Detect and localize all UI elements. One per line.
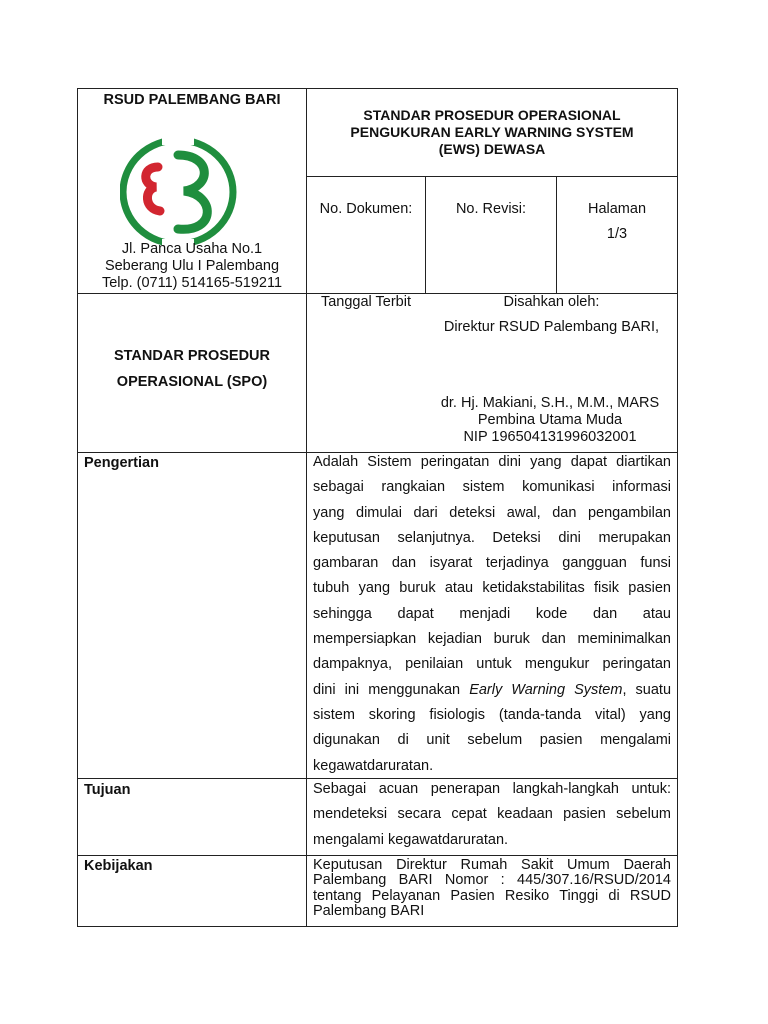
pengertian-line: sebagai rangkaian sistem komunikasi informasi <box>313 479 671 496</box>
kebijakan-line: Palembang BARI Nomor : 445/307.16/RSUD/2014 <box>313 872 671 889</box>
logo-red-left <box>146 167 160 211</box>
border-right <box>677 88 678 927</box>
border-tujuan-bottom <box>77 855 678 856</box>
revision-number-label: No. Revisi: <box>455 201 527 217</box>
title-line-1: STANDAR PROSEDUR OPERASIONAL <box>363 107 621 123</box>
document-title <box>307 107 677 158</box>
spo-line-2: OPERASIONAL (SPO) <box>116 374 268 390</box>
pengertian-line: keputusan selanjutnya. Deteksi dini merupakan <box>313 529 671 546</box>
approver-title: Direktur RSUD Palembang BARI, <box>443 319 660 335</box>
pengertian-line: dampaknya, penilaian untuk mengukur peringatan <box>313 656 671 673</box>
tujuan-label: Tujuan <box>84 782 131 798</box>
logo-green-b <box>178 155 207 229</box>
approver-name: dr. Hj. Makiani, S.H., M.M., MARS <box>440 395 660 411</box>
approver-nip: NIP 196504131996032001 <box>463 429 637 445</box>
pengertian-line: yang dimulai dari deteksi awal, dan pengambilan <box>313 504 671 521</box>
pengertian-line10-after: , suatu <box>622 681 672 698</box>
pengertian-line: mempersiapkan kejadian buruk dan meminimalkan <box>313 631 671 648</box>
issue-date-label: Tanggal Terbit <box>320 294 412 310</box>
kebijakan-line: tentang Pelayanan Pasien Resiko Tinggi di RSUD <box>313 887 671 904</box>
hospital-name: RSUD PALEMBANG BARI <box>103 92 281 108</box>
pengertian-line: sehingga dapat menjadi kode dan atau <box>313 605 671 622</box>
pengertian-text <box>313 450 671 779</box>
pengertian-line10-before: dini ini menggunakan <box>313 681 470 698</box>
address-line-3: Telp. (0711) 514165-519211 <box>101 275 283 291</box>
kebijakan-text <box>313 858 671 919</box>
page-value: 1/3 <box>606 226 628 242</box>
pengertian-line: sistem skoring fisiologis (tanda-tanda vital) yang <box>313 706 671 723</box>
title-line-3: (EWS) DEWASA <box>438 141 546 157</box>
hospital-logo <box>120 137 238 247</box>
tujuan-line: mendeteksi secara cepat keadaan pasien sebelum <box>313 806 671 823</box>
border-bottom <box>77 926 678 927</box>
page-label: Halaman <box>587 201 647 217</box>
kebijakan-line: Keputusan Direktur Rumah Sakit Umum Daerah <box>313 857 671 873</box>
pengertian-line: Adalah Sistem peringatan dini yang dapat diartikan <box>313 454 671 470</box>
tujuan-line: mengalami kegawatdaruratan. <box>313 831 509 848</box>
border-top <box>77 88 678 89</box>
kebijakan-label: Kebijakan <box>84 858 153 874</box>
pengertian-label: Pengertian <box>84 455 159 471</box>
tujuan-line: Sebagai acuan penerapan langkah-langkah untuk: <box>313 781 671 797</box>
pengertian-line: gambaran dan isyarat terjadinya gangguan funsi <box>313 555 671 572</box>
title-line-2: PENGUKURAN EARLY WARNING SYSTEM <box>350 124 634 140</box>
logo-ring-gap-top <box>162 137 194 145</box>
kebijakan-line: Palembang BARI <box>313 902 425 919</box>
approved-by-label: Disahkan oleh: <box>503 294 600 310</box>
spo-heading <box>78 343 306 395</box>
border-title-bottom <box>306 176 678 177</box>
pengertian-line: tubuh yang buruk atau ketidakstabilitas fisik pasien <box>313 580 671 597</box>
pengertian-line: kegawatdaruratan. <box>313 757 434 774</box>
doc-number-label: No. Dokumen: <box>319 201 413 217</box>
tujuan-text <box>313 777 671 853</box>
approver-rank: Pembina Utama Muda <box>477 412 623 428</box>
border-left <box>77 88 78 927</box>
address-line-1: Jl. Panca Usaha No.1 <box>121 241 263 257</box>
approver-block <box>420 395 680 446</box>
spo-line-1: STANDAR PROSEDUR <box>113 348 271 364</box>
pengertian-line: digunakan di unit sebelum pasien mengalami <box>313 732 671 749</box>
border-doc-rev <box>425 176 426 294</box>
hospital-address <box>78 241 306 292</box>
ews-term: Early Warning System <box>469 681 623 698</box>
address-line-2: Seberang Ulu I Palembang <box>104 258 280 274</box>
pengertian-line-italic <box>313 678 671 703</box>
